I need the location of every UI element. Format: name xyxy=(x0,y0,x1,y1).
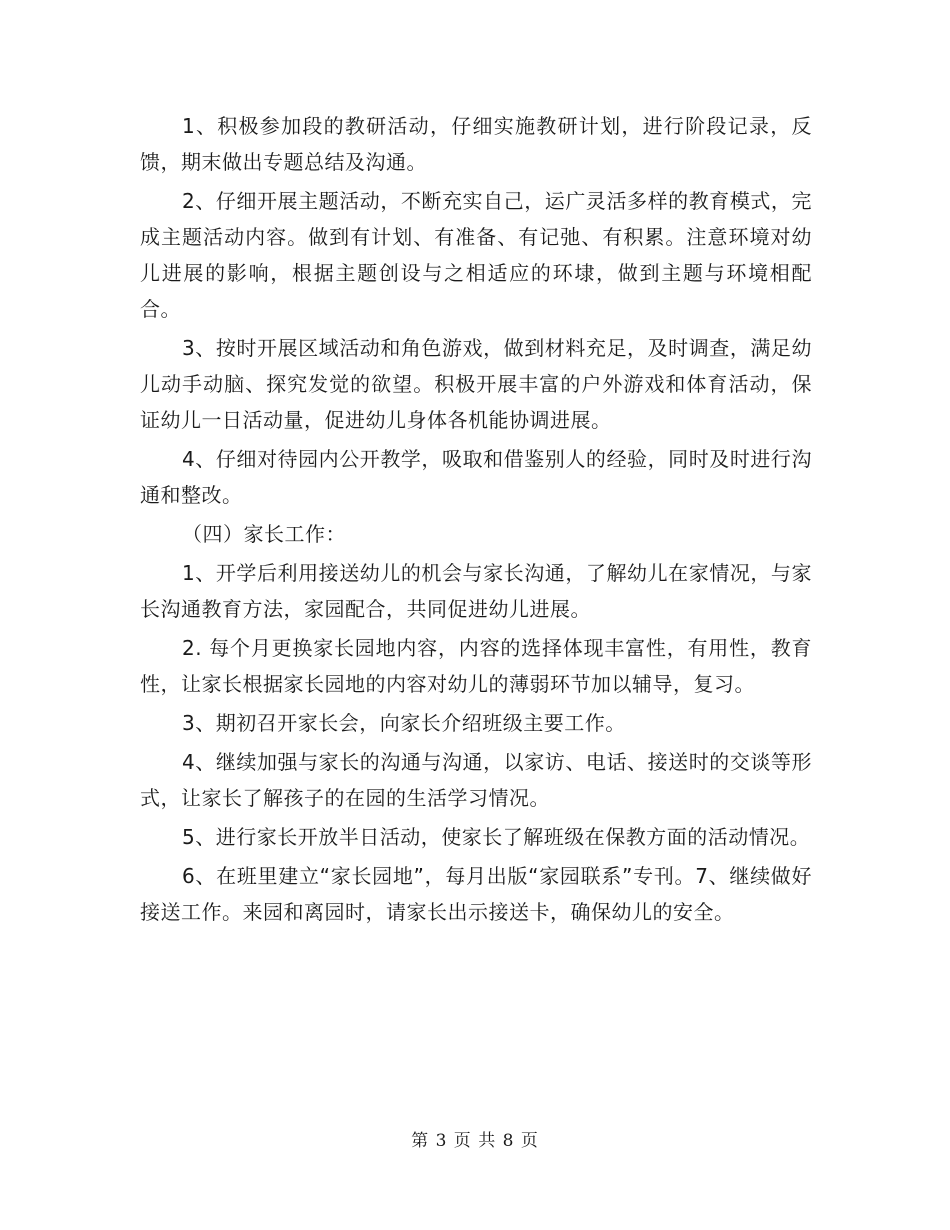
paragraph-item-2: 2、仔细开展主题活动，不断充实自己，运广灵活多样的教育模式，完成主题活动内容。做到有计划、有准备、有记弛、有积累。注意环境对幼儿进展的影响，根据主题创设与之相适应的环埭，做到主题与环境相配合。 xyxy=(140,189,812,321)
paragraph-parent-4: 4、继续加强与家长的沟通与沟通，以家访、电话、接送时的交谈等形式，让家长了解孩子的在园的生活学习情况。 xyxy=(140,750,812,810)
paragraph-item-1: 1、积极参加段的教研活动，仔细实施教研计划，进行阶段记录，反馈，期末做出专题总结及沟通。 xyxy=(140,114,812,174)
paragraph-parent-6: 6、在班里建立“家长园地”，每月出版“家园联系”专刊。7、继续做好接送工作。来园和离园时，请家长出示接送卡，确保幼儿的安全。 xyxy=(140,864,812,924)
paragraph-item-4: 4、仔细对待园内公开教学，吸取和借鉴别人的经验，同时及时进行沟通和整改。 xyxy=(140,447,812,507)
page-number-footer: 第 3 页 共 8 页 xyxy=(411,1131,539,1151)
document-body xyxy=(140,108,812,930)
paragraph-parent-5: 5、进行家长开放半日活动，使家长了解班级在保教方面的活动情况。 xyxy=(182,825,811,849)
paragraph-item-3: 3、按时开展区域活动和角色游戏，做到材料充足，及时调查，满足幼儿动手动脑、探究发觉的欲望。积极开展丰富的户外游戏和体育活动，保证幼儿一日活动量，促进幼儿身体各机能协调进展。 xyxy=(140,336,812,432)
paragraph-parent-1: 1、开学后利用接送幼儿的机会与家长沟通，了解幼儿在家情况，与家长沟通教育方法，家园配合，共同促进幼儿进展。 xyxy=(140,561,812,621)
paragraph-parent-3: 3、期初召开家长会，向家长介绍班级主要工作。 xyxy=(182,711,626,735)
section-heading-parent-work: （四）家长工作： xyxy=(182,522,346,546)
paragraph-parent-2: 2. 每个月更换家长园地内容，内容的选择体现丰富性，有用性，教育性，让家长根据家长园地的内容对幼儿的薄弱环节加以辅导，复习。 xyxy=(140,636,812,696)
